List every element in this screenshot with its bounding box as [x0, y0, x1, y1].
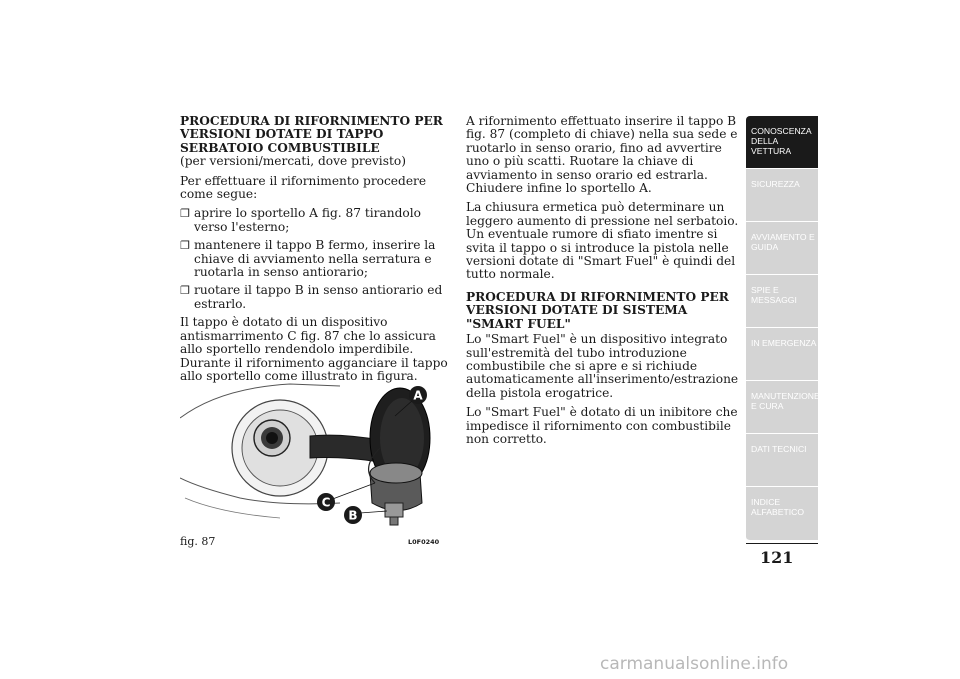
- label-c: C: [321, 495, 331, 510]
- right-column: [466, 115, 744, 452]
- list-item: ❐ ruotare il tappo B in senso antiorario ed estrarlo.: [180, 283, 443, 311]
- section-heading: PROCEDURA DI RIFORNIMENTO PER VERSIONI DOTATE DI TAPPO SERBATOIO COMBUSTIBILE: [180, 114, 443, 155]
- paragraph: A rifornimento effettuato inserire il tappo B fig. 87 (completo di chiave) nella sua sede e ruotarlo in senso orario, fino ad avvertire uno o più scatti. Ruotare la chiave di avviamento in senso orario ed estrarla. Chiudere infine lo sportello A.: [466, 114, 738, 196]
- checkbox-bullet-icon: ❐: [180, 207, 190, 221]
- tab-spie-e-messaggi[interactable]: SPIE E MESSAGGI: [746, 275, 818, 328]
- fuel-cap-illustration: [180, 378, 446, 548]
- label-a: A: [413, 388, 423, 403]
- section-subheading: (per versioni/mercati, dove previsto): [180, 154, 406, 169]
- paragraph: Lo "Smart Fuel" è dotato di un inibitore che impedisce il rifornimento con combustibile non corretto.: [466, 405, 738, 446]
- tab-dati-tecnici[interactable]: DATI TECNICI: [746, 434, 818, 487]
- paragraph: La chiusura ermetica può determinare un leggero aumento di pressione nel serbatoio. Un eventuale rumore di sfiato imentre si svita il tappo o si introduce la pistola nelle versioni dotate di "Smart Fuel" è quindi del tutto normale.: [466, 200, 739, 282]
- label-b: B: [348, 508, 358, 523]
- intro-paragraph: Per effettuare il rifornimento procedere come segue:: [180, 173, 427, 202]
- checkbox-bullet-icon: ❐: [180, 284, 190, 298]
- list-item: ❐ mantenere il tappo B fermo, inserire la chiave di avviamento nella serratura e ruotarla in senso antiorario;: [180, 238, 436, 280]
- tab-conoscenza-della-vettura[interactable]: CONOSCENZA DELLA VETTURA: [746, 116, 818, 169]
- page-number-rule: [746, 543, 818, 544]
- figure-code: L0F0240: [408, 538, 440, 546]
- tab-avviamento-e-guida[interactable]: AVVIAMENTO E GUIDA: [746, 222, 818, 275]
- list-item: ❐ aprire lo sportello A fig. 87 tirandolo verso l'esterno;: [180, 206, 421, 234]
- figure-caption: fig. 87: [180, 535, 216, 548]
- outro-paragraph: Il tappo è dotato di un dispositivo antismarrimento C fig. 87 che lo assicura allo sportello rendendolo imperdibile. Durante il rifornimento agganciare il tappo allo sportello come illustrato in figura.: [180, 315, 448, 383]
- tab-sicurezza[interactable]: SICUREZZA: [746, 169, 818, 222]
- tab-indice-alfabetico[interactable]: INDICE ALFABETICO: [746, 487, 818, 541]
- paragraph: Lo "Smart Fuel" è un dispositivo integrato sull'estremità del tubo introduzione combustibile che si apre e si richiude automaticamente all'inserimento/estrazione della pistola erogatrice.: [466, 332, 739, 400]
- watermark: carmanualsonline.info: [600, 654, 789, 674]
- page-number: 121: [760, 548, 794, 567]
- section-heading: PROCEDURA DI RIFORNIMENTO PER VERSIONI DOTATE DI SISTEMA "SMART FUEL": [466, 289, 729, 331]
- chapter-sidebar: [746, 116, 818, 541]
- tab-manutenzione-e-cura[interactable]: MANUTENZIONE E CURA: [746, 381, 818, 434]
- tab-in-emergenza[interactable]: IN EMERGENZA: [746, 328, 818, 381]
- checkbox-bullet-icon: ❐: [180, 239, 190, 253]
- left-column: [180, 115, 450, 389]
